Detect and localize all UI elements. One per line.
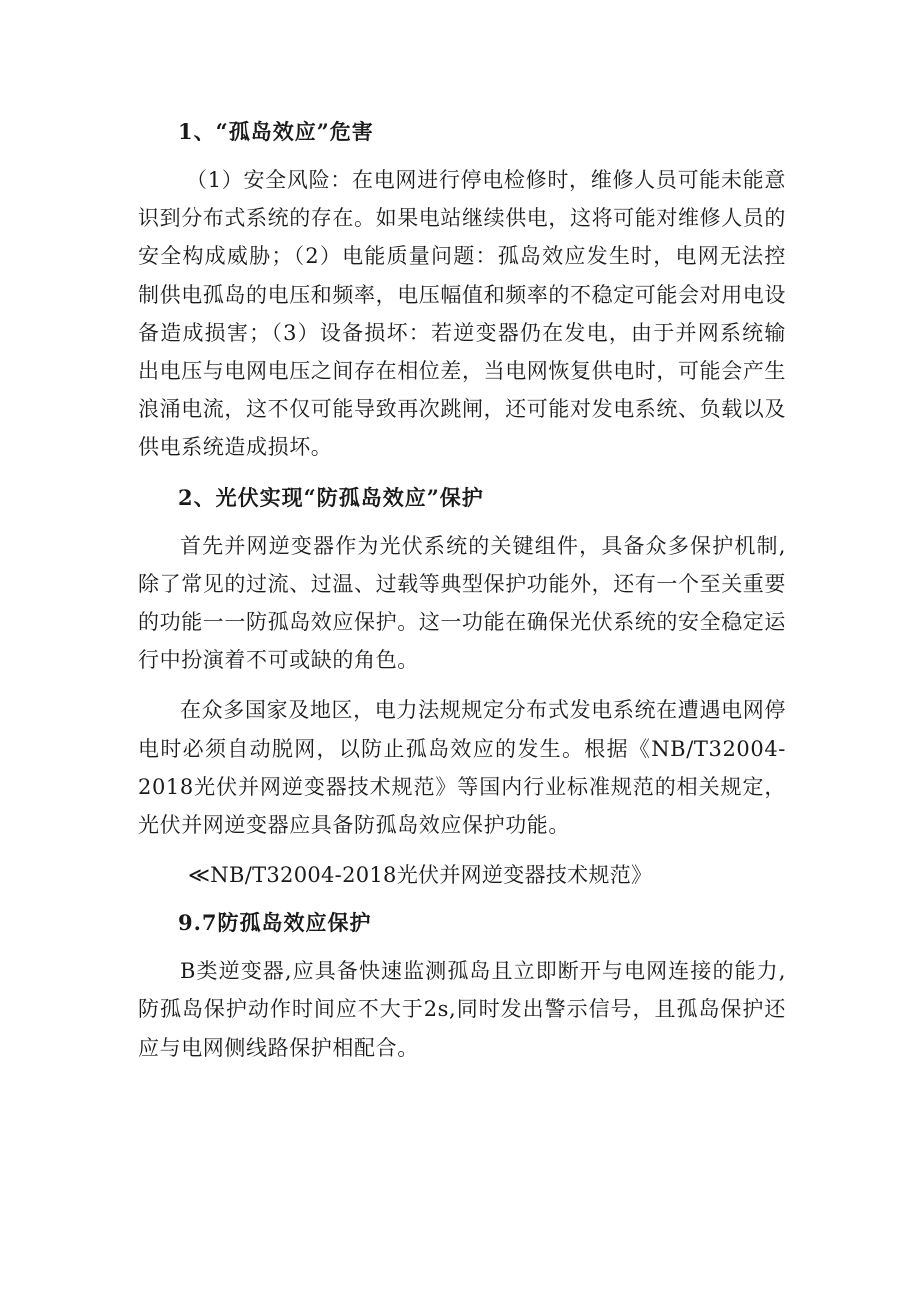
spacer — [138, 894, 786, 904]
clause-heading: 9.7防孤岛效应保护 — [178, 910, 372, 936]
section-heading-hazards: 1、“孤岛效应”危害 — [178, 119, 374, 144]
spacer — [138, 151, 786, 161]
spacer — [138, 844, 786, 856]
paragraph-inverter-role: 首先并网逆变器作为光伏系统的关键组件，具备众多保护机制,除了常见的过流、过温、过载等典型保护功能外，还有一个至关重要的功能一一防孤岛效应保护。这一功能在确保光伏系统的安全稳定运行中扮演着不可或缺的角色。 — [138, 533, 786, 673]
document-body — [138, 113, 786, 1067]
clause-text: B类逆变器,应具备快速监测孤岛且立即断开与电网连接的能力,防孤岛保护动作时间应不大于2s,同时发出警示信号，且孤岛保护还应与电网侧线路保护相配合。 — [138, 959, 786, 1060]
spacer — [138, 467, 786, 479]
spacer — [138, 942, 786, 952]
spacer — [138, 517, 786, 527]
standard-citation: ≪NB/T32004-2018光伏并网逆变器技术规范》 — [188, 863, 653, 888]
spacer — [138, 679, 786, 691]
paragraph-regulations: 在众多国家及地区，电力法规规定分布式发电系统在遭遇电网停电时必须自动脱网，以防止孤岛效应的发生。根据《NB/T32004-2018光伏并网逆变器技术规范》等国内行业标准规范的相关规定，光伏并网逆变器应具备防孤岛效应保护功能。 — [138, 698, 786, 838]
section-heading-protection: 2、光伏实现“防孤岛效应”保护 — [178, 484, 484, 510]
paragraph-hazards: （1）安全风险：在电网进行停电检修时，维修人员可能未能意识到分布式系统的存在。如果电站继续供电，这将可能对维修人员的安全构成威胁；（2）电能质量问题：孤岛效应发生时，电网无法控制供电孤岛的电压和频率，电压幅值和频率的不稳定可能会对用电设备造成损害；（3）设备损坏：若逆变器仍在发电，由于并网系统输出电压与电网电压之间存在相位差，当电网恢复供电时，可能会产生浪涌电流，这不仅可能导致再次跳闸，还可能对发电系统、负载以及供电系统造成损坏。 — [138, 168, 786, 460]
